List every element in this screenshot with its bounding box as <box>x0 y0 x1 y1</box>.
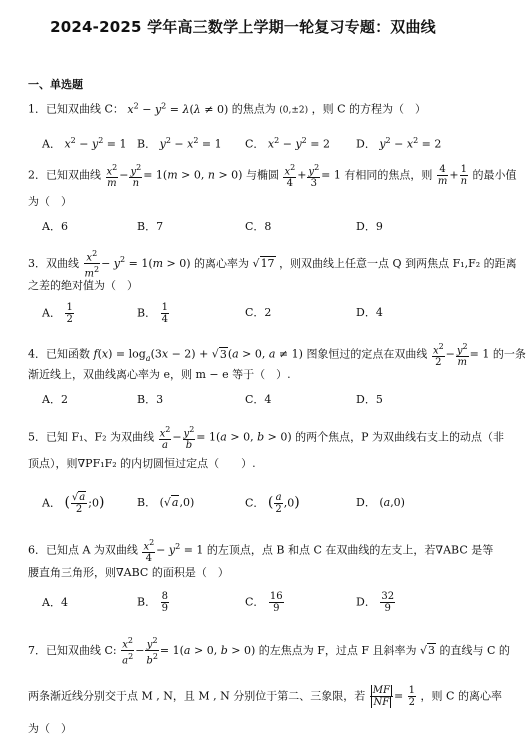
question-3-stem-cont: 之差的绝对值为（ ） <box>28 279 138 292</box>
question-7-stem: 7．已知双曲线 C: $\frac{x^2}{a^2}$ − $\frac{y^2}{b^2}$ = 1(a > 0, b > 0) 的左焦点为 F，过点 F 且斜率为 √3 的直线与 C 的 <box>28 636 510 667</box>
q1-option-a: A． $x^2 - y^2 = 1$ <box>42 136 127 151</box>
q6-option-d: D． $\frac{32}{9}$ <box>356 591 395 614</box>
q5-option-b: B． (√a,0) <box>137 496 195 509</box>
question-7-stem-cont: 两条渐近线分别交于点 M , N，且 M , N 分别位于第二、三象限，若 $\frac{MF}{NF}$ = $\frac{1}{2}$ ，则 C 的离心率 <box>28 685 502 708</box>
q5-option-a: A． ( $\frac{√a}{2}$ ;0) <box>42 492 105 515</box>
question-5-stem-cont: 顶点），则∇PF₁F₂ 的内切圆恒过定点（ ）. <box>28 457 256 470</box>
question-5-stem: 5．已知 F₁、F₂ 为双曲线 $\frac{x^2}{a}$ − $\frac{y^2}{b}$ = 1(a > 0, b > 0) 的两个焦点，P 为双曲线右支上的动点（非 <box>28 425 505 452</box>
q2-option-c: C．8 <box>245 220 272 233</box>
q3-option-b: B． $\frac{1}{4}$ <box>137 302 168 325</box>
q5-option-d: D． (a,0) <box>356 496 405 509</box>
question-7-stem-end: 为（ ） <box>28 722 72 735</box>
question-6-stem-cont: 腰直角三角形，则∇ABC 的面积是（ ） <box>28 566 229 579</box>
q1-option-d: D． $y^2 - x^2 = 2$ <box>356 136 442 151</box>
question-4-stem-cont: 渐近线上，双曲线离心率为 e，则 m − e 等于（ ）. <box>28 368 291 381</box>
question-2-stem: 2．已知双曲线 $\frac{x^2}{m}$ − $\frac{y^2}{n}$ = 1(m > 0, n > 0) 与椭圆 $\frac{x^2}{4}$ + $\frac{y^2}{3}$ = 1 有相同的焦点，则 $\frac{4}{m}$ + $\frac{1}{n}$ 的最小值 <box>28 163 517 190</box>
q2-option-a: A．6 <box>42 220 68 233</box>
question-6-stem: 6．已知点 A 为双曲线 $\frac{x^2}{4}$ − $y^2 = 1$ 的左顶点，点 B 和点 C 在双曲线的左支上，若∇ABC 是等 <box>28 538 494 565</box>
question-1-stem: 1．已知双曲线 C： $x^2 - y^2 = \lambda(\lambda \ne 0)$ 的焦点为 (0,±2) ，则 C 的方程为（ ） <box>28 101 427 116</box>
q2-option-d: D．9 <box>356 220 383 233</box>
q1-option-c: C． $x^2 - y^2 = 2$ <box>245 136 330 151</box>
q6-option-c: C． $\frac{16}{9}$ <box>245 591 283 614</box>
question-4-stem: 4．已知函数 $f(x) = \log_a(3x - 2) + √3(a > 0$, a ≠ 1) 图象恒过的定点在双曲线 $\frac{x^2}{2}$ − $\frac{y^2}{m}$ = 1 的一条 <box>28 342 526 369</box>
q1-option-b: B． $y^2 - x^2 = 1$ <box>137 136 222 151</box>
question-2-stem-cont: 为（ ） <box>28 195 72 208</box>
q4-option-b: B．3 <box>137 393 164 406</box>
q2-option-b: B．7 <box>137 220 164 233</box>
q6-option-b: B． $\frac{8}{9}$ <box>137 591 168 614</box>
q1-equation: $x^2 - y^2 = \lambda(\lambda \ne 0)$ <box>127 101 229 116</box>
q6-option-a: A．4 <box>42 596 68 609</box>
q3-option-c: C．2 <box>245 306 272 319</box>
question-3-stem: 3．双曲线 $\frac{x^2}{m^2}$ − $y^2 = 1(m > 0)$ 的离心率为 √17 ，则双曲线上任意一点 Q 到两焦点 F₁,F₂ 的距离 <box>28 249 517 280</box>
q3-option-d: D．4 <box>356 306 383 319</box>
section-heading: 一、单选题 <box>28 78 83 91</box>
q4-option-d: D．5 <box>356 393 383 406</box>
q1-focus: (0,±2) <box>279 105 309 116</box>
q3-option-a: A． $\frac{1}{2}$ <box>42 302 73 325</box>
q4-option-a: A．2 <box>42 393 68 406</box>
q5-option-c: C． ( $\frac{a}{2}$ ,0) <box>245 492 300 515</box>
document-title: 2024-2025 学年高三数学上学期一轮复习专题：双曲线 <box>50 18 436 36</box>
q4-option-c: C．4 <box>245 393 272 406</box>
